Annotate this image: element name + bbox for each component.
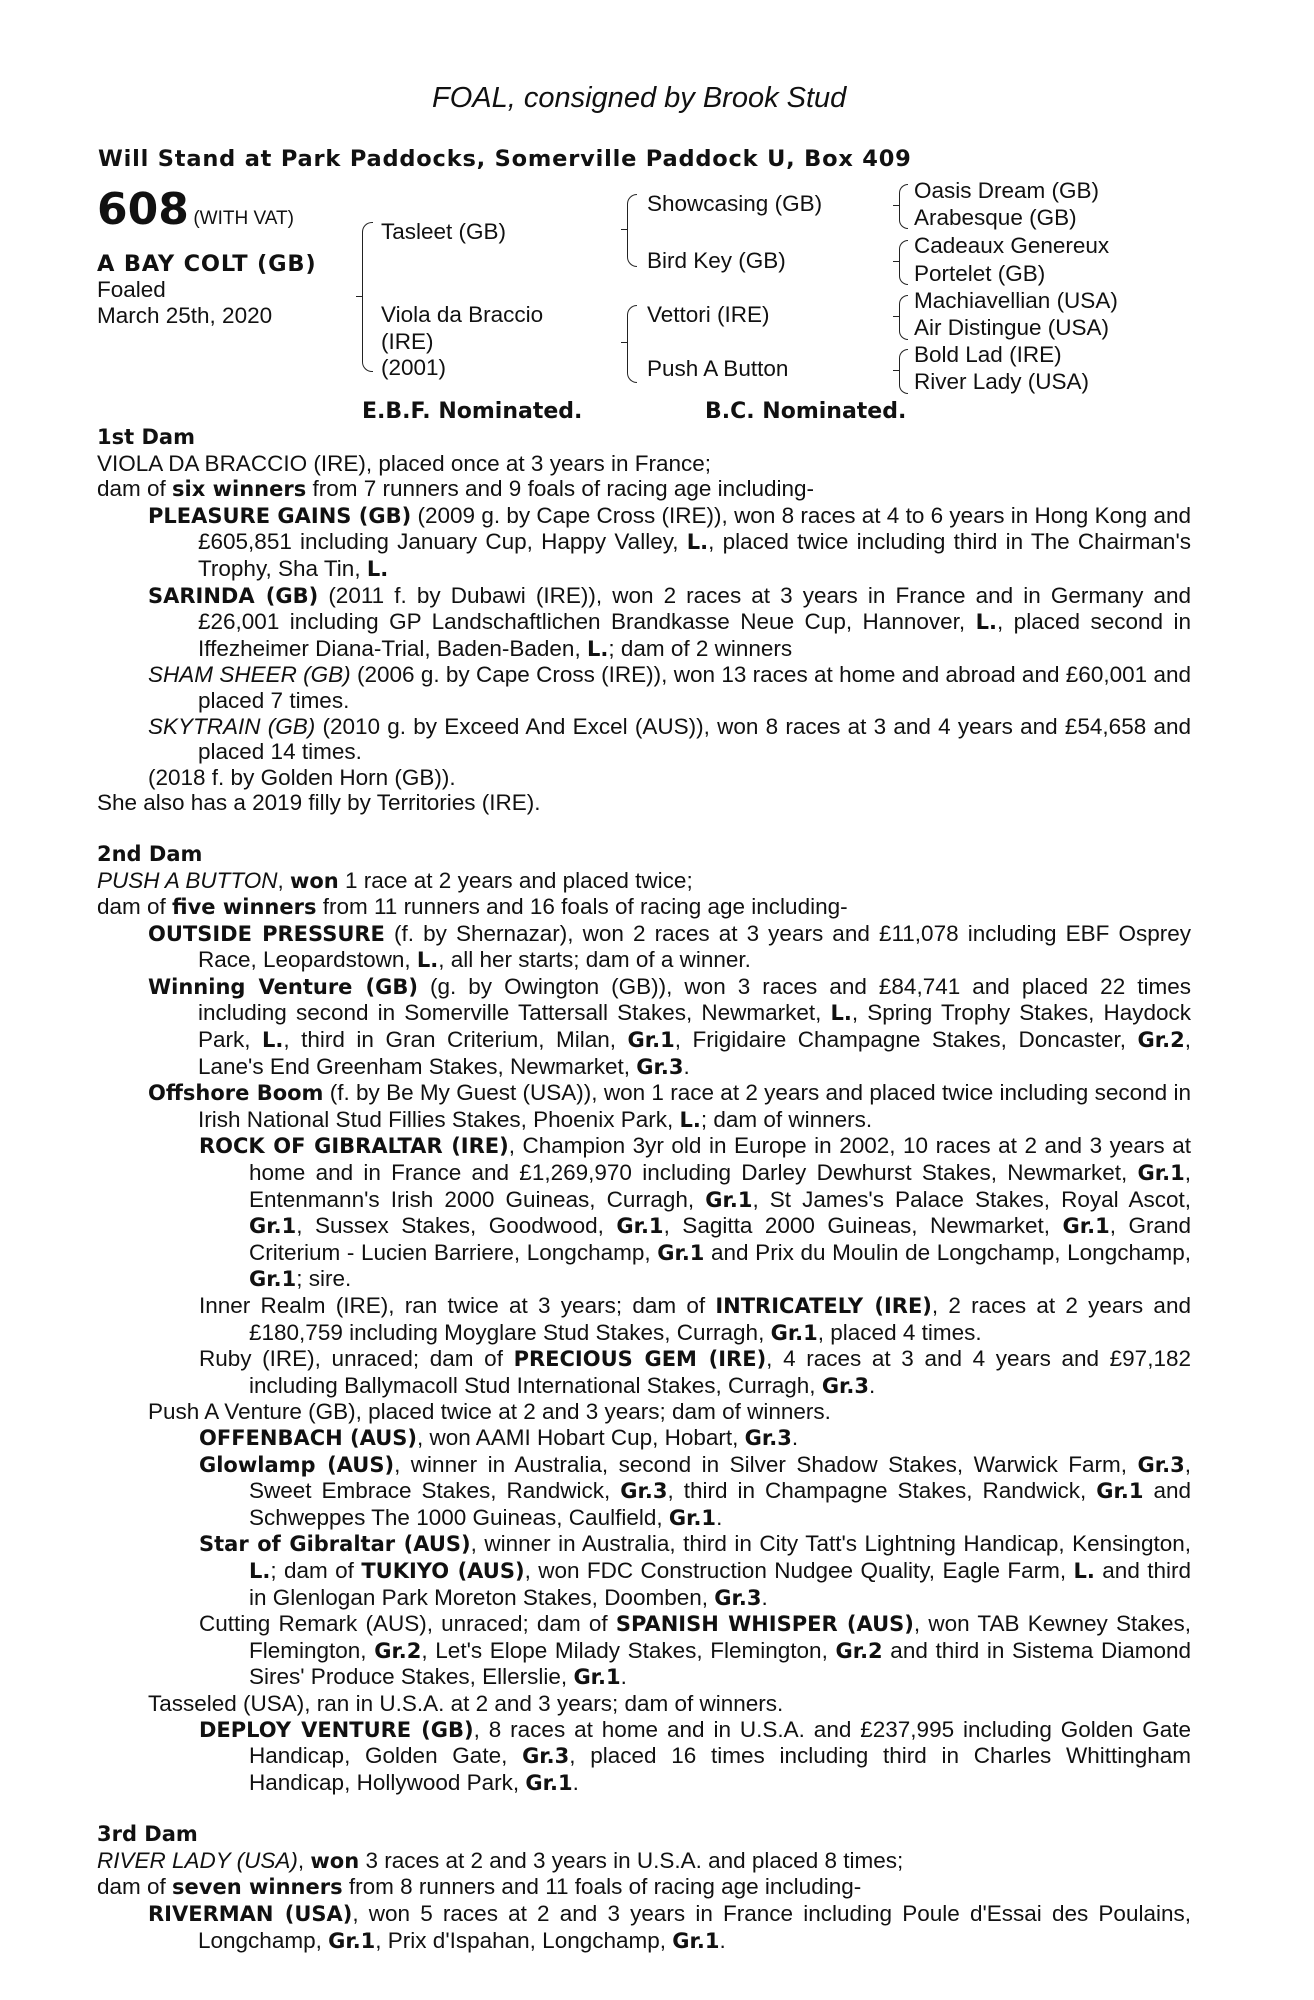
progeny-entry: SARINDA (GB) (2011 f. by Dubawi (IRE)), won 2 races at 3 years in France and in Germany and £26,001 including GP Landschaftlichen Brandkasse Neue Cup, Hannover, L., placed second in Iffezheimer Diana-Trial, Baden-Baden, L.; dam of 2 winners — [148, 582, 1191, 661]
pedigree-brace-g3-1 — [899, 184, 908, 229]
pedigree-brace-g3-2 — [899, 240, 908, 285]
grandprogeny-entry: Cutting Remark (AUS), unraced; dam of SPANISH WHISPER (AUS), won TAB Kewney Stakes, Flemington, Gr.2, Let's Elope Milady Stakes, Flemington, Gr.2 and third in Sistema Diamond Sires' Produce Stakes, Ellerslie, Gr.1. — [199, 1611, 1192, 1690]
first-dam-also: She also has a 2019 filly by Territories (IRE). — [97, 790, 541, 816]
pedigree-brace-dam — [627, 305, 637, 383]
pedigree-dam-name: Viola da Braccio — [381, 302, 544, 327]
foaled-date: March 25th, 2020 — [97, 303, 273, 328]
pedigree-gen3-3: Cadeaux Genereux — [914, 233, 1110, 258]
pedigree-dam-country: (IRE) — [381, 329, 434, 354]
pedigree-brace-tick — [356, 296, 363, 297]
pedigree-brace-tick — [893, 261, 900, 262]
pedigree-brace-g3-3 — [899, 295, 908, 340]
progeny-entry: PLEASURE GAINS (GB) (2009 g. by Cape Cross (IRE)), won 8 races at 4 to 6 years in Hong Kong and £605,851 including January Cup, Happy Valley, L., placed twice including third in The Chairman's Trophy, Sha Tin, L. — [148, 502, 1191, 581]
progeny-entry: SHAM SHEER (GB) (2006 g. by Cape Cross (IRE)), won 13 races at home and abroad and £60,001 and placed 7 times. — [148, 662, 1191, 713]
pedigree-sire: Tasleet (GB) — [381, 219, 507, 244]
pedigree-sire-sire: Showcasing (GB) — [647, 191, 823, 216]
grandprogeny-entry: Ruby (IRE), unraced; dam of PRECIOUS GEM (IRE), 4 races at 3 and 4 years and £97,182 including Ballymacoll Stud International Stakes, Curragh, Gr.3. — [199, 1346, 1191, 1398]
third-dam-intro: RIVER LADY (USA), won 3 races at 2 and 3 years in U.S.A. and placed 8 times; — [97, 1847, 904, 1873]
pedigree-gen3-7: Bold Lad (IRE) — [914, 342, 1062, 367]
lot-number: 608 — [97, 184, 189, 235]
pedigree-dam-sire: Vettori (IRE) — [647, 302, 770, 327]
pedigree-brace-g3-4 — [899, 349, 908, 394]
bc-nomination: B.C. Nominated. — [705, 399, 907, 424]
lot-block — [97, 184, 294, 235]
grandprogeny-entry: DEPLOY VENTURE (GB), 8 races at home and in U.S.A. and £237,995 including Golden Gate Handicap, Golden Gate, Gr.3, placed 16 times including third in Charles Whittingham Handicap, Hollywood Park, Gr.1. — [199, 1716, 1192, 1795]
pedigree-sire-dam: Bird Key (GB) — [647, 248, 786, 273]
pedigree-gen3-2: Arabesque (GB) — [914, 205, 1077, 230]
pedigree-brace-tick — [621, 342, 628, 343]
first-dam-intro: VIOLA DA BRACCIO (IRE), placed once at 3 years in France; — [97, 450, 712, 476]
progeny-entry: Offshore Boom (f. by Be My Guest (USA)), won 1 race at 2 years and placed twice including second in Irish National Stud Fillies Stakes, Phoenix Park, L.; dam of winners. — [148, 1080, 1191, 1132]
second-dam-heading: 2nd Dam — [97, 841, 203, 866]
pedigree-gen3-6: Air Distingue (USA) — [914, 315, 1110, 340]
grandprogeny-entry: Inner Realm (IRE), ran twice at 3 years; dam of INTRICATELY (IRE), 2 races at 2 years and £180,759 including Moyglare Stud Stakes, Curragh, Gr.1, placed 4 times. — [199, 1293, 1191, 1345]
foaled-label: Foaled — [97, 277, 166, 302]
second-dam-intro: PUSH A BUTTON, won 1 race at 2 years and placed twice; — [97, 867, 693, 893]
pedigree-brace-tick — [893, 316, 900, 317]
first-dam-summary: dam of six winners from 7 runners and 9 foals of racing age including- — [97, 476, 814, 502]
progeny-entry: Tasseled (USA), ran in U.S.A. at 2 and 3 years; dam of winners. — [148, 1690, 784, 1716]
pedigree-brace-tick — [621, 229, 628, 230]
grandprogeny-entry: Glowlamp (AUS), winner in Australia, second in Silver Shadow Stakes, Warwick Farm, Gr.3, Sweet Embrace Stakes, Randwick, Gr.3, third in Champagne Stakes, Randwick, Gr.1 and Schweppes The 1000 Guineas, Caulfield, Gr.1. — [199, 1451, 1191, 1530]
pedigree-dam-year: (2001) — [381, 355, 447, 380]
grandprogeny-entry: Star of Gibraltar (AUS), winner in Australia, third in City Tatt's Lightning Handicap, Kensington, L.; dam of TUKIYO (AUS), won FDC Construction Nudgee Quality, Eagle Farm, L. and third in Glenlogan Park Moreton Stakes, Doomben, Gr.3. — [199, 1531, 1191, 1610]
stand-location: Will Stand at Park Paddocks, Somerville Paddock U, Box 409 — [98, 146, 912, 172]
third-dam-summary: dam of seven winners from 8 runners and 11 foals of racing age including- — [97, 1874, 862, 1900]
catalogue-body — [97, 424, 1191, 1954]
pedigree-brace-gen1 — [362, 222, 373, 372]
ebf-nomination: E.B.F. Nominated. — [362, 399, 583, 424]
progeny-entry: RIVERMAN (USA), won 5 races at 2 and 3 years in France including Poule d'Essai des Poulains, Longchamp, Gr.1, Prix d'Ispahan, Longchamp, Gr.1. — [148, 1901, 1191, 1953]
pedigree-dam-dam: Push A Button — [647, 356, 789, 381]
lot-description: A BAY COLT (GB) — [97, 251, 317, 277]
progeny-entry: Winning Venture (GB) (g. by Owington (GB)), won 3 races and £84,741 and placed 22 times including second in Somerville Tattersall Stakes, Newmarket, L., Spring Trophy Stakes, Haydock Park, L., third in Gran Criterium, Milan, Gr.1, Frigidaire Champagne Stakes, Doncaster, Gr.2, Lane's End Greenham Stakes, Newmarket, Gr.3. — [148, 973, 1191, 1079]
catalogue-title: FOAL, consigned by Brook Stud — [432, 82, 847, 114]
progeny-entry: Push A Venture (GB), placed twice at 2 and 3 years; dam of winners. — [148, 1399, 831, 1425]
pedigree-gen3-5: Machiavellian (USA) — [914, 288, 1118, 313]
pedigree-gen3-8: River Lady (USA) — [914, 369, 1090, 394]
progeny-entry: SKYTRAIN (GB) (2010 g. by Exceed And Excel (AUS)), won 8 races at 3 and 4 years and £54,658 and placed 14 times. — [148, 713, 1191, 765]
progeny-entry: OUTSIDE PRESSURE (f. by Shernazar), won 2 races at 3 years and £11,078 including EBF Osprey Race, Leopardstown, L., all her starts; dam of a winner. — [148, 920, 1191, 973]
pedigree-gen3-1: Oasis Dream (GB) — [914, 178, 1100, 203]
pedigree-brace-sire — [627, 194, 637, 267]
pedigree-brace-tick — [893, 370, 900, 371]
grandprogeny-entry: OFFENBACH (AUS), won AAMI Hobart Cup, Hobart, Gr.3. — [199, 1424, 799, 1450]
second-dam-summary: dam of five winners from 11 runners and 16 foals of racing age including- — [97, 894, 848, 920]
grandprogeny-entry: ROCK OF GIBRALTAR (IRE), Champion 3yr old in Europe in 2002, 10 races at 2 and 3 years at home and in France and £1,269,970 including Darley Dewhurst Stakes, Newmarket, Gr.1, Entenmann's Irish 2000 Guineas, Curragh, Gr.1, St James's Palace Stakes, Royal Ascot, Gr.1, Sussex Stakes, Goodwood, Gr.1, Sagitta 2000 Guineas, Newmarket, Gr.1, Grand Criterium - Lucien Barriere, Longchamp, Gr.1 and Prix du Moulin de Longchamp, Longchamp, Gr.1; sire. — [199, 1133, 1191, 1292]
pedigree-brace-tick — [893, 205, 900, 206]
first-dam-heading: 1st Dam — [97, 425, 195, 449]
pedigree-gen3-4: Portelet (GB) — [914, 261, 1046, 286]
progeny-entry: (2018 f. by Golden Horn (GB)). — [148, 764, 456, 790]
third-dam-heading: 3rd Dam — [97, 1822, 198, 1847]
vat-label: (WITH VAT) — [193, 208, 294, 229]
